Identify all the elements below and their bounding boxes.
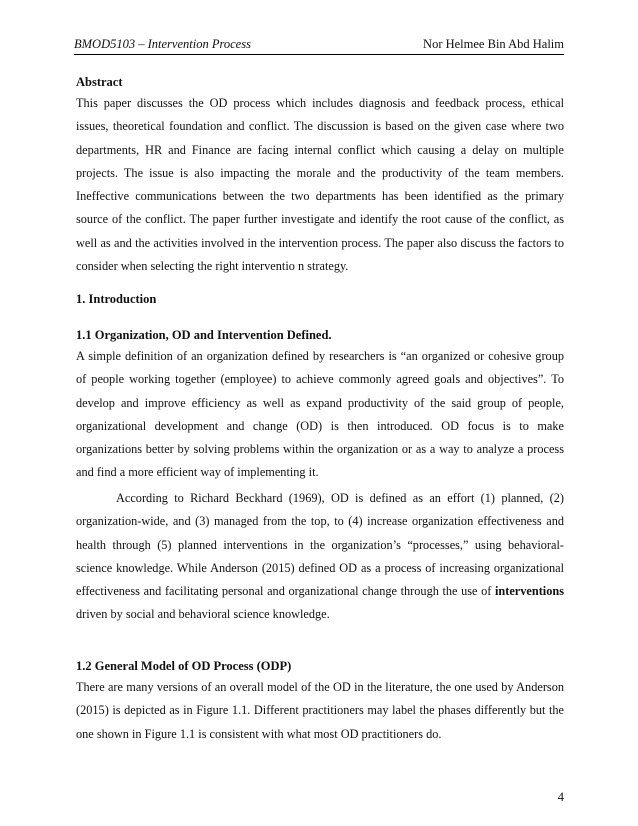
abstract-heading: Abstract [76, 75, 123, 89]
section-1-2-heading: 1.2 General Model of OD Process (ODP) [76, 659, 292, 673]
section-1-1-paragraph-1: A simple definition of an organization defined by researchers is “an organized or cohesive group of people working together (employee) to achieve commonly agreed goals and objectives”. To develop and improve efficiency as well as expand productivity of the said group of people, organizational development and change (OD) is then introduced. OD focus is to make organizations better by solving problems within the organization or as a way to analyze a process and find a more efficient way of implementing it. [76, 349, 564, 480]
page-number: 4 [557, 790, 564, 804]
abstract-paragraph: This paper discusses the OD process which includes diagnosis and feedback process, ethical issues, theoretical foundation and conflict. The discussion is based on the given case where two departments, HR and Finance are facing internal conflict which causing a delay on multiple projects. The issue is also impacting the morale and the productivity of the team members. Ineffective communications between the two departments has been identified as the primary source of the conflict. The paper further investigate and identify the root cause of the conflict, as well as and the activities involved in the intervention process. The paper also discuss the factors to consider when selecting the right interventio n strategy. [76, 96, 564, 274]
section-1-2-paragraph: There are many versions of an overall model of the OD in the literature, the one used by Anderson (2015) is depicted as in Figure 1.1. Different practitioners may label the phases differently but the one shown in Figure 1.1 is consistent with what most OD practitioners do. [76, 680, 564, 741]
para2-text-before: According to Richard Beckhard (1969), OD is defined as an effort (1) planned, (2) organization-wide, and (3) managed from the top, to (4) increase organization effectiveness and health through (5) planned interventions in the organization’s “processes,” using behavioral-science knowledge. While Anderson (2015) defined OD as a process of increasing organizational effectiveness and facilitating personal and organizational change through the use of [76, 491, 564, 599]
header-author: Nor Helmee Bin Abd Halim [423, 37, 564, 51]
para2-text-after: driven by social and behavioral science knowledge. [76, 607, 330, 622]
running-header [74, 36, 564, 55]
section-1-heading: 1. Introduction [76, 292, 157, 306]
section-1-1-heading: 1.1 Organization, OD and Intervention Defined. [76, 328, 332, 342]
section-1-1-paragraph-2 [76, 487, 564, 627]
para2-bold-term: interventions [495, 584, 564, 599]
header-course: BMOD5103 – Intervention Process [74, 37, 251, 51]
